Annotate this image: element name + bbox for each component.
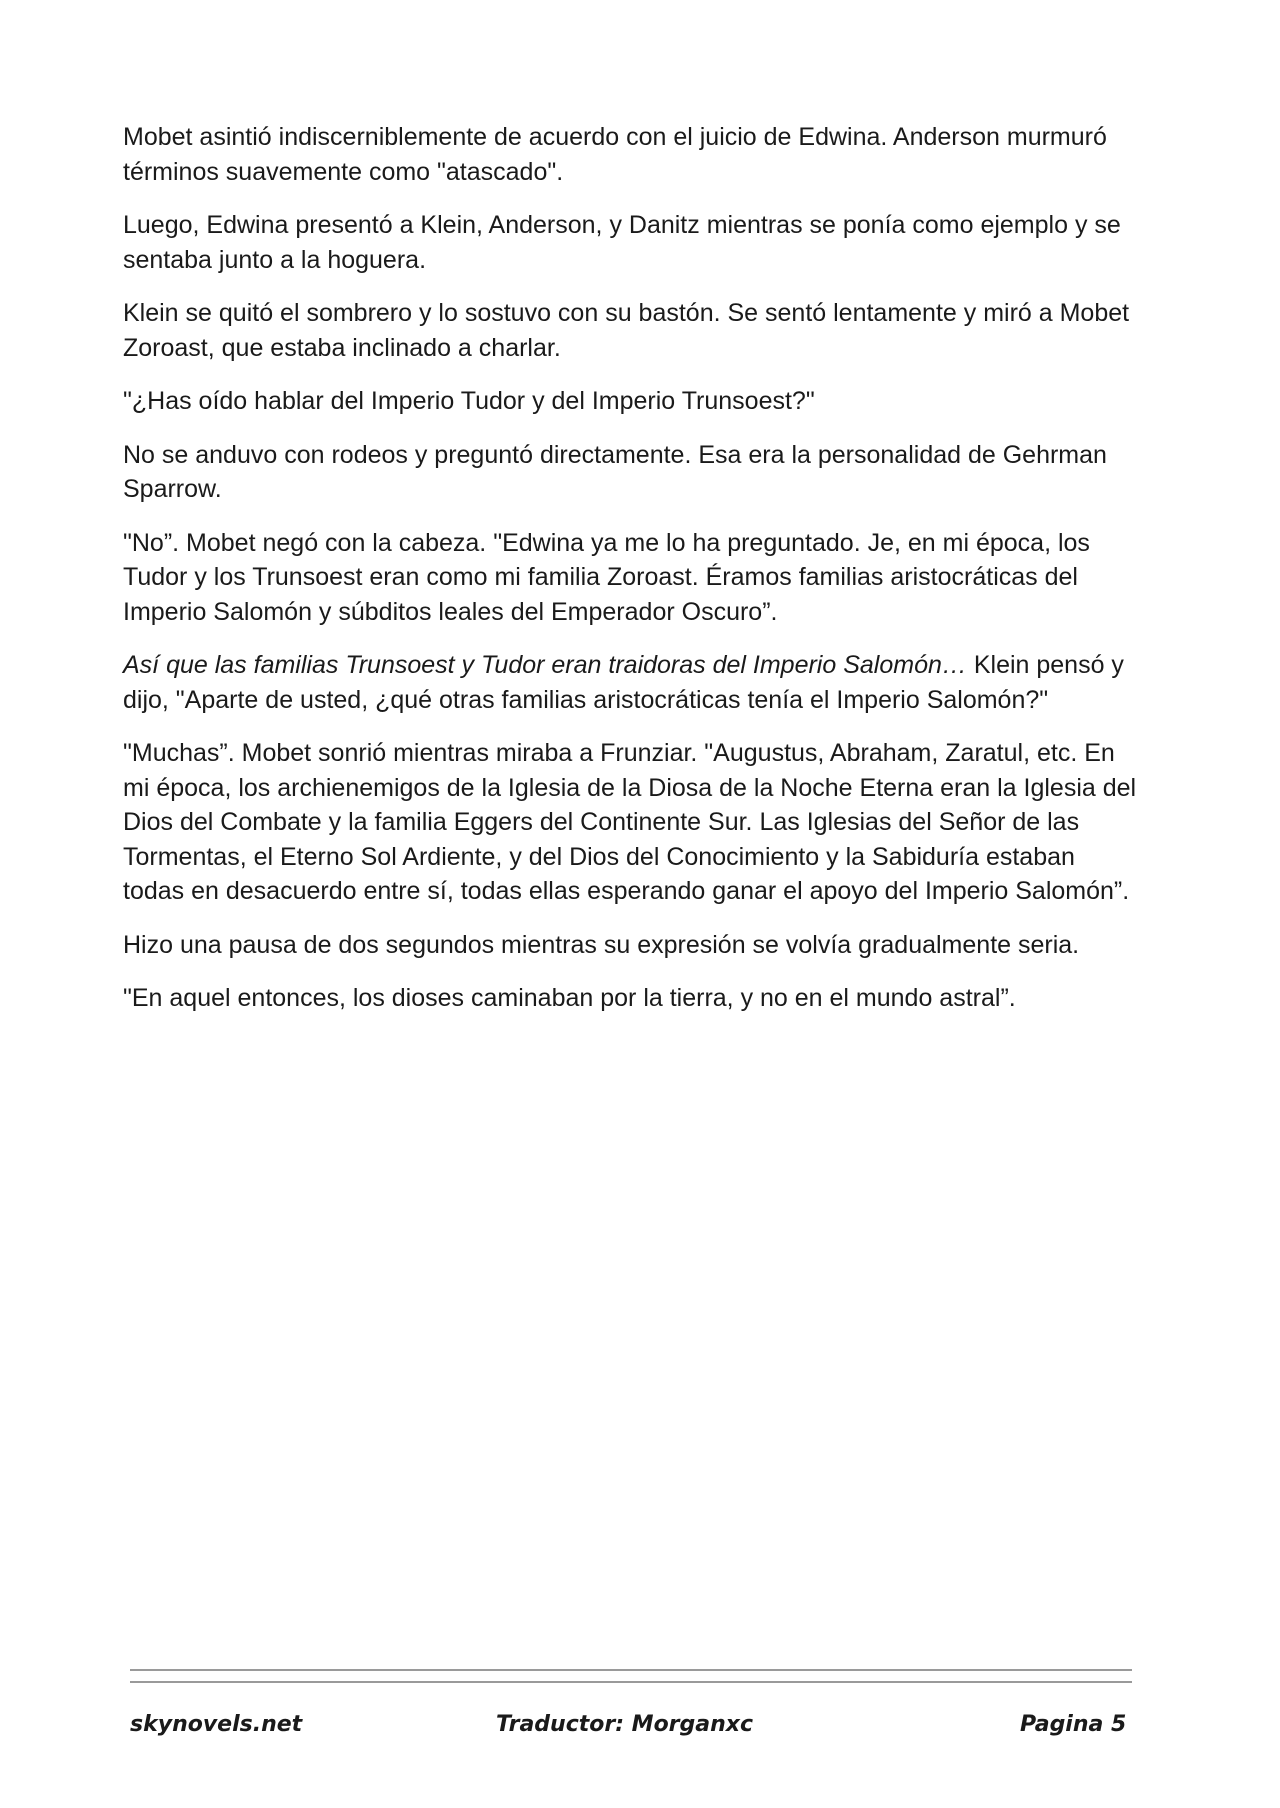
paragraph-3: Klein se quitó el sombrero y lo sostuvo con su bastón. Se sentó lentamente y miró a Mobet Zoroast, que estaba inclinado a charlar. [123,299,1130,362]
paragraph-5: No se anduvo con rodeos y preguntó directamente. Esa era la personalidad de Gehrman Sparrow. [123,440,1107,503]
paragraph-4: "¿Has oído hablar del Imperio Tudor y del Imperio Trunsoest?" [123,387,815,415]
footer-page-number: Pagina 5 [1020,1712,1127,1737]
footer-divider-bottom [130,1681,1132,1683]
paragraph-8: "Muchas”. Mobet sonrió mientras miraba a Frunziar. "Augustus, Abraham, Zaratul, etc. En mi época, los archienemigos de la Iglesia de la Diosa de la Noche Eterna eran la Iglesia del Dios del Combate y la familia Eggers del Continente Sur. Las Iglesias del Señor de las Tormentas, el Eterno Sol Ardiente, y del Dios del Conocimiento y la Sabiduría estaban todas en desacuerdo entre sí, todas ellas esperando ganar el apoyo del Imperio Salomón”. [123,739,1137,905]
footer-site: skynovels.net [130,1712,303,1737]
paragraph-6: "No”. Mobet negó con la cabeza. "Edwina ya me lo ha preguntado. Je, en mi época, los Tudor y los Trunsoest eran como mi familia Zoroast. Éramos familias aristocráticas del Imperio Salomón y súbditos leales del Emperador Oscuro”. [123,528,1090,626]
footer-translator: Traductor: Morganxc [496,1712,754,1737]
paragraph-2: Luego, Edwina presentó a Klein, Anderson, y Danitz mientras se ponía como ejemplo y se sentaba junto a la hoguera. [123,211,1121,274]
page-footer [0,1712,1280,1752]
paragraph-7-italic: Así que las familias Trunsoest y Tudor eran traidoras del Imperio Salomón… [123,651,967,679]
document-body [123,120,1143,1035]
paragraph-7-normal: Klein pensó y dijo, "Aparte de usted, ¿qué otras familias aristocráticas tenía el Imperio Salomón?" [123,651,1124,714]
paragraph-7 [123,648,1143,717]
paragraph-10: "En aquel entonces, los dioses caminaban por la tierra, y no en el mundo astral”. [123,984,1016,1012]
paragraph-9: Hizo una pausa de dos segundos mientras su expresión se volvía gradualmente seria. [123,930,1080,959]
paragraph-1: Mobet asintió indiscerniblemente de acuerdo con el juicio de Edwina. Anderson murmuró términos suavemente como "atascado". [123,123,1107,186]
footer-divider-top [130,1669,1132,1671]
